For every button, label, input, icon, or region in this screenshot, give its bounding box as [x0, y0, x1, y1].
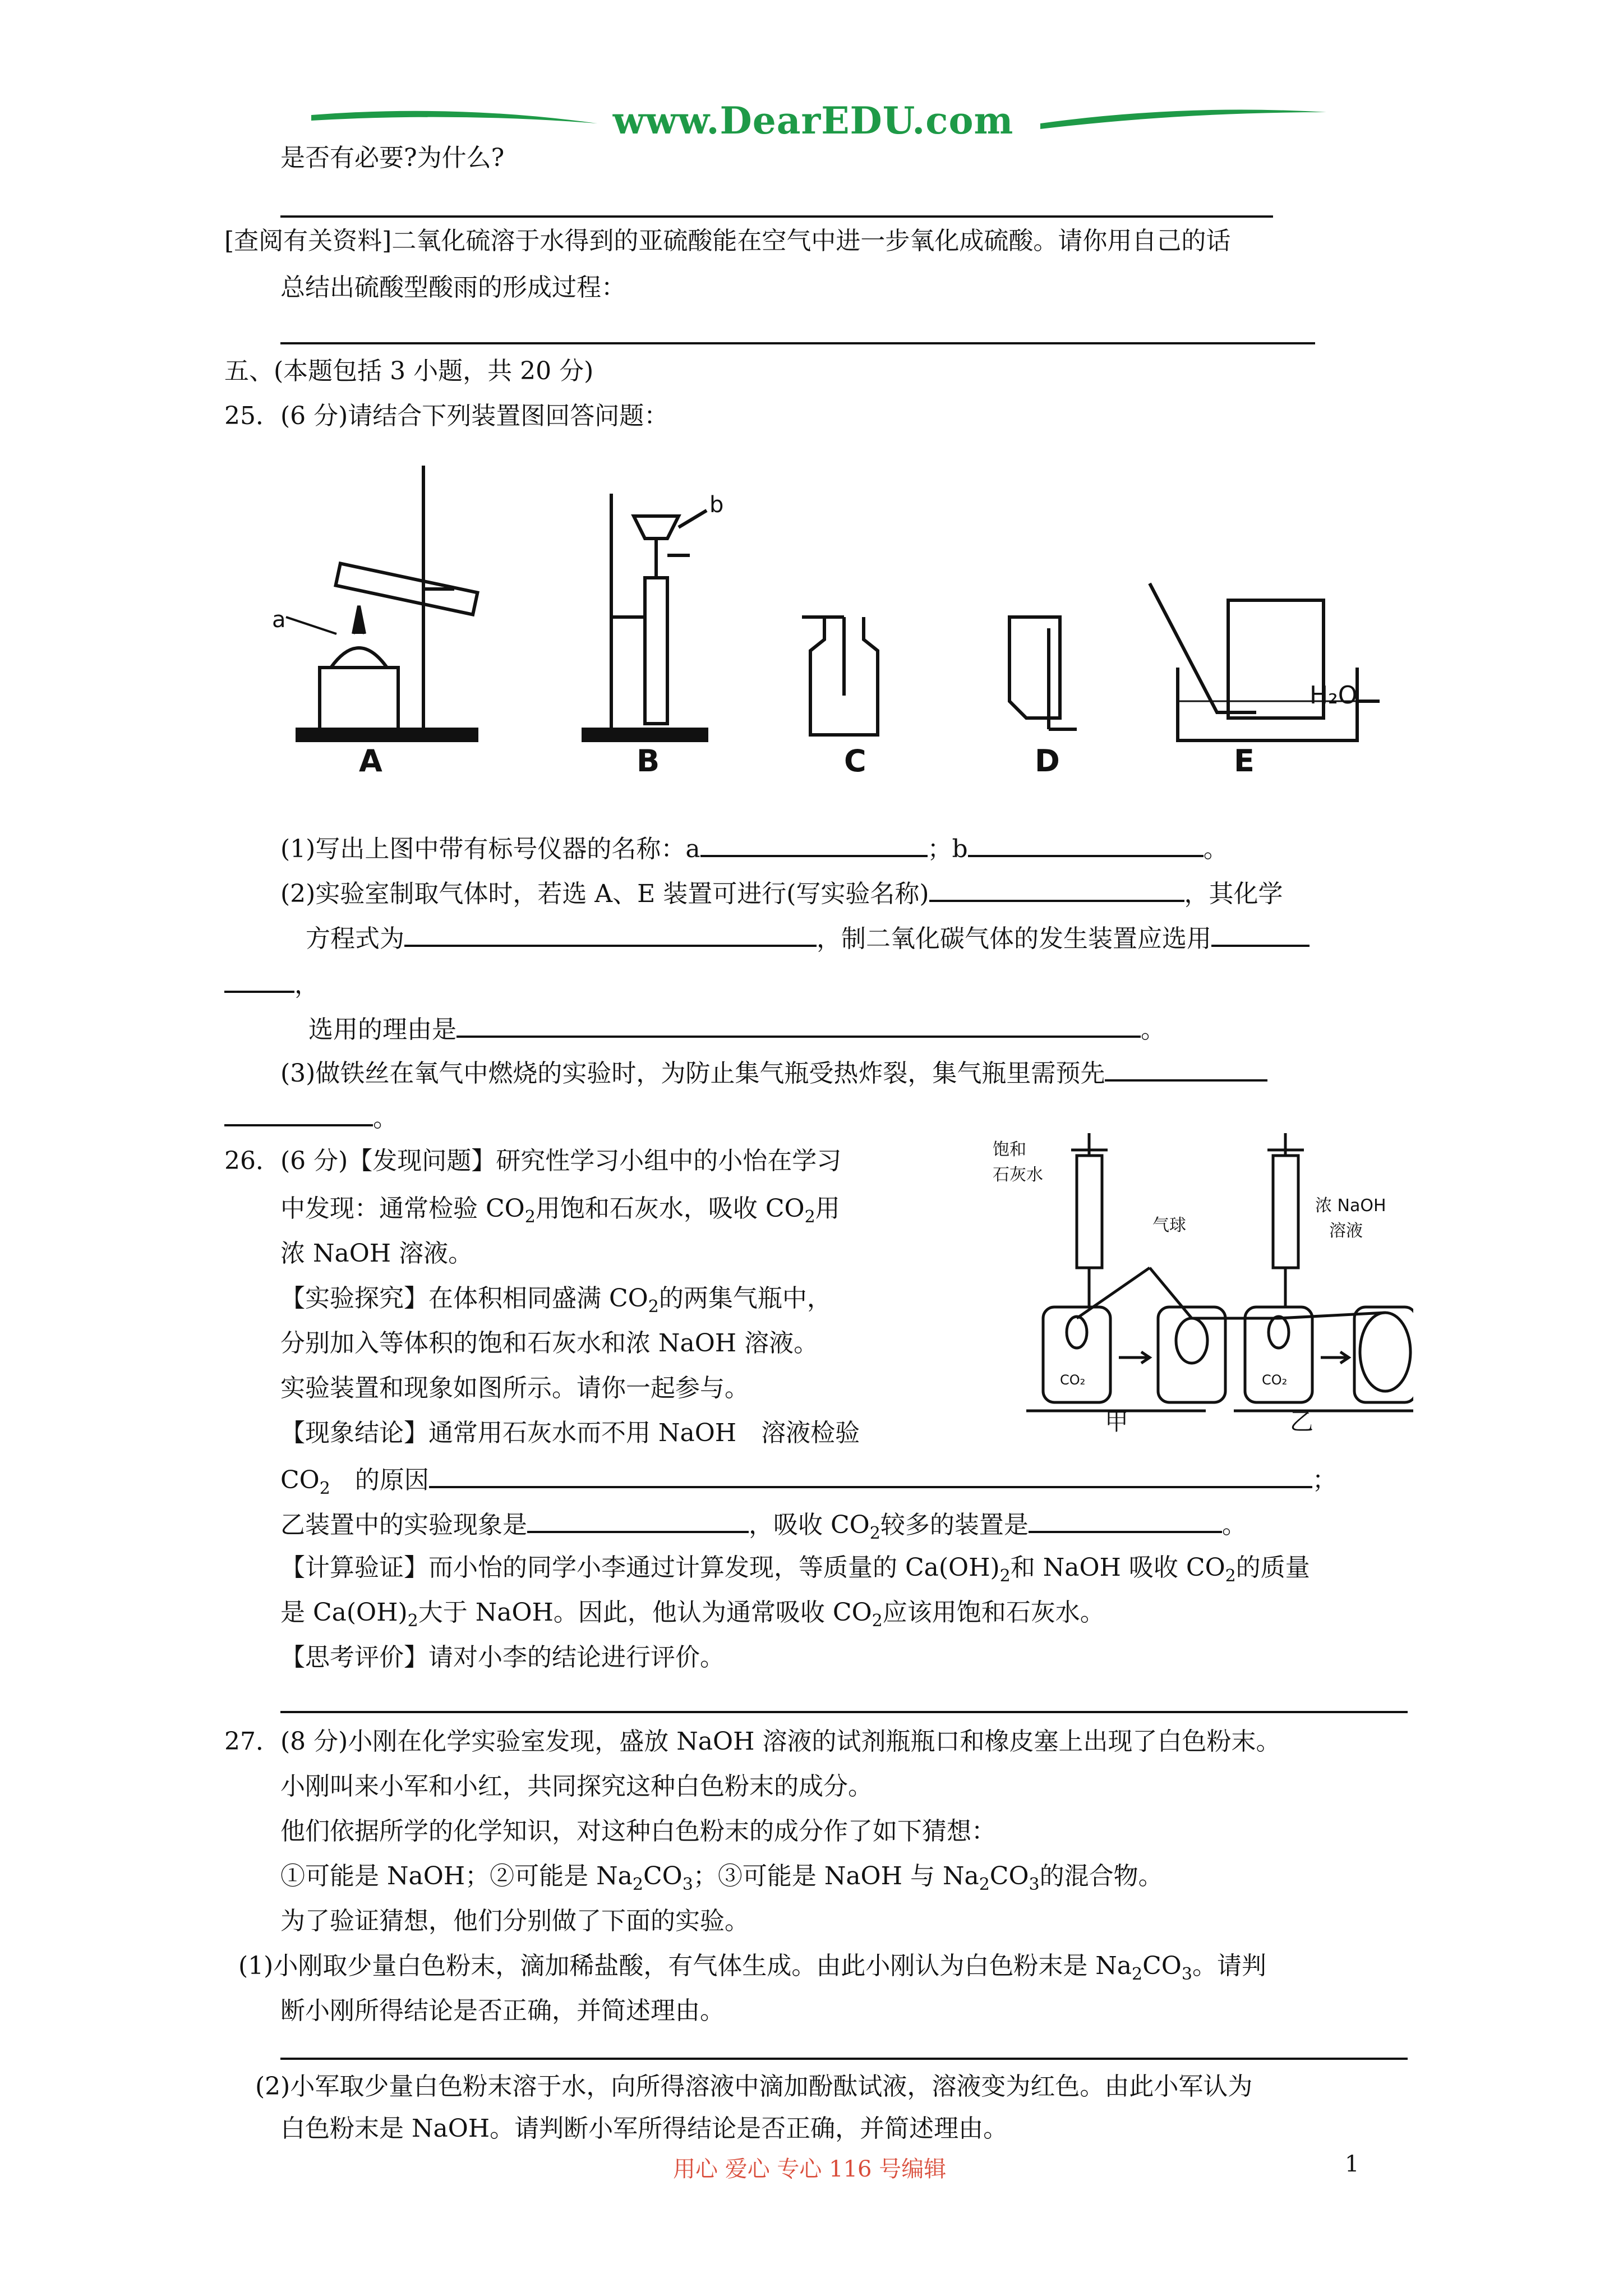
fig26-label: 溶液 [1329, 1221, 1363, 1241]
fig26-label: 石灰水 [993, 1165, 1043, 1185]
question-line: (1)写出上图中带有标号仪器的名称：a ；b 。 [280, 830, 1228, 866]
apparatus-e-delivery-tube [1150, 583, 1256, 712]
question-title: 25．(6 分)请结合下列装置图回答问题： [224, 402, 669, 430]
answer-line [280, 342, 1315, 344]
apparatus-b-funnel [634, 516, 679, 539]
apparatus-a-block [320, 668, 398, 729]
apparatus-label-d: D [1035, 743, 1060, 779]
question-line: 他们依据所学的化学知识，对这种白色粉末的成分作了如下猜想： [280, 1817, 996, 1846]
apparatus-d-bottle [1009, 617, 1060, 718]
fig26-label: CO₂ [1060, 1372, 1086, 1388]
question-title: 26．(6 分)【发现问题】研究性学习小组中的小怡在学习 [224, 1147, 842, 1175]
question-line: 【现象结论】通常用石灰水而不用 NaOH 溶液检验 [280, 1419, 860, 1447]
question-line: ， [224, 966, 319, 1002]
apparatus-label-e: E [1234, 743, 1255, 779]
fig26-label: CO₂ [1262, 1372, 1288, 1388]
page-number: 1 [1345, 2151, 1359, 2177]
question-line: 实验装置和现象如图所示。请你一起参与。 [280, 1374, 749, 1402]
syringe-jia [1077, 1156, 1102, 1268]
question-line: (1)小刚取少量白色粉末，滴加稀盐酸，有气体生成。由此小刚认为白色粉末是 $Na_2CO_3$。请判 [238, 1952, 1266, 1984]
fig26-label: 乙 [1290, 1408, 1314, 1435]
question-line: ①可能是 NaOH；②可能是 $Na_2CO_3$；③可能是 NaOH 与 $Na_2CO_3$的混合物。 [280, 1862, 1163, 1894]
question-line: (3)做铁丝在氧气中燃烧的实验时，为防止集气瓶受热炸裂，集气瓶里需预先 [280, 1055, 1267, 1091]
question-line: 分别加入等体积的饱和石灰水和浓 NaOH 溶液。 [280, 1329, 819, 1358]
question-line: 方程式为 ，制二氧化碳气体的发生装置应选用 [306, 920, 1310, 956]
question-line: 【实验探究】在体积相同盛满 $CO_2$的两集气瓶中， [280, 1284, 832, 1317]
fig26-label: 气球 [1152, 1216, 1186, 1235]
question-line: (2)小军取少量白色粉末溶于水，向所得溶液中滴加酚酞试液，溶液变为红色。由此小军认为 [255, 2072, 1253, 2101]
question-line: 小刚叫来小军和小红，共同探究这种白色粉末的成分。 [280, 1772, 873, 1801]
apparatus-label-b: B [637, 743, 660, 779]
question-line: 浓 NaOH 溶液。 [280, 1239, 473, 1268]
apparatus-label-c: C [844, 743, 866, 779]
question-line: 。 [224, 1099, 398, 1135]
apparatus-b-tube [645, 578, 667, 724]
answer-line [280, 215, 1273, 218]
question-line: 为了验证猜想，他们分别做了下面的实验。 [280, 1907, 749, 1935]
mark-a: a [272, 607, 286, 633]
section-title: 五、(本题包括 3 小题，共 20 分) [224, 357, 594, 385]
question-line: 选用的理由是 。 [308, 1011, 1165, 1047]
h2o-label: H₂O [1310, 681, 1358, 710]
answer-line [280, 1711, 1408, 1713]
question-line: 中发现：通常检验 $CO_2$用饱和石灰水，吸收 $CO_2$用 [280, 1194, 840, 1227]
question-line: 乙装置中的实验现象是 ，吸收 $CO_2$较多的装置是 。 [280, 1506, 1247, 1542]
apparatus-figure [264, 449, 1413, 785]
question-line: 【思考评价】请对小李的结论进行评价。 [280, 1643, 725, 1672]
left-swoosh-icon [308, 98, 600, 137]
footer-text: 用心 爱心 专心 116 号编辑 [673, 2156, 947, 2182]
question-line: 白色粉末是 NaOH。请判断小军所得结论是否正确，并简述理由。 [280, 2114, 1008, 2143]
text-line: 是否有必要?为什么? [280, 144, 505, 172]
text-line: [查阅有关资料]二氧化硫溶于水得到的亚硫酸能在空气中进一步氧化成硫酸。请你用自己的话 [224, 227, 1231, 255]
fig26-label: 饱和 [993, 1140, 1026, 1159]
bottle-yi-2 [1354, 1307, 1413, 1402]
mark-b: b [709, 492, 724, 518]
text-line: 总结出硫酸型酸雨的形成过程： [280, 273, 626, 302]
syringe-yi [1273, 1156, 1298, 1268]
question-line: (2)实验室制取气体时，若选 A、E 装置可进行(写实验名称) ，其化学 [280, 875, 1283, 911]
right-swoosh-icon [1038, 98, 1329, 137]
answer-line [280, 2058, 1408, 2060]
fig26-label: 甲 [1105, 1408, 1129, 1435]
apparatus-b-base [583, 729, 707, 740]
site-title: www.DearEDU.com [612, 99, 1014, 142]
apparatus-a-test-tube [336, 563, 478, 614]
apparatus-a-alcohol-lamp [331, 648, 387, 668]
question-line: 断小刚所得结论是否正确，并简述理由。 [280, 1996, 725, 2025]
question-line: $CO_2$ 的原因 ； [280, 1461, 1337, 1497]
bottle-jia-2 [1158, 1307, 1225, 1402]
apparatus-label-a: A [359, 743, 382, 779]
question-line: 是 $Ca(OH)_2$大于 NaOH。因此，他认为通常吸收 $CO_2$应该用饱和石灰水。 [280, 1598, 1105, 1631]
question-line: 【计算验证】而小怡的同学小李通过计算发现，等质量的 $Ca(OH)_2$和 NaOH 吸收 $CO_2$的质量 [280, 1553, 1310, 1586]
fig26-label: 浓 NaOH [1315, 1196, 1386, 1216]
question-title: 27．(8 分)小刚在化学实验室发现，盛放 NaOH 溶液的试剂瓶瓶口和橡皮塞上出现了白色粉末。 [224, 1727, 1281, 1756]
